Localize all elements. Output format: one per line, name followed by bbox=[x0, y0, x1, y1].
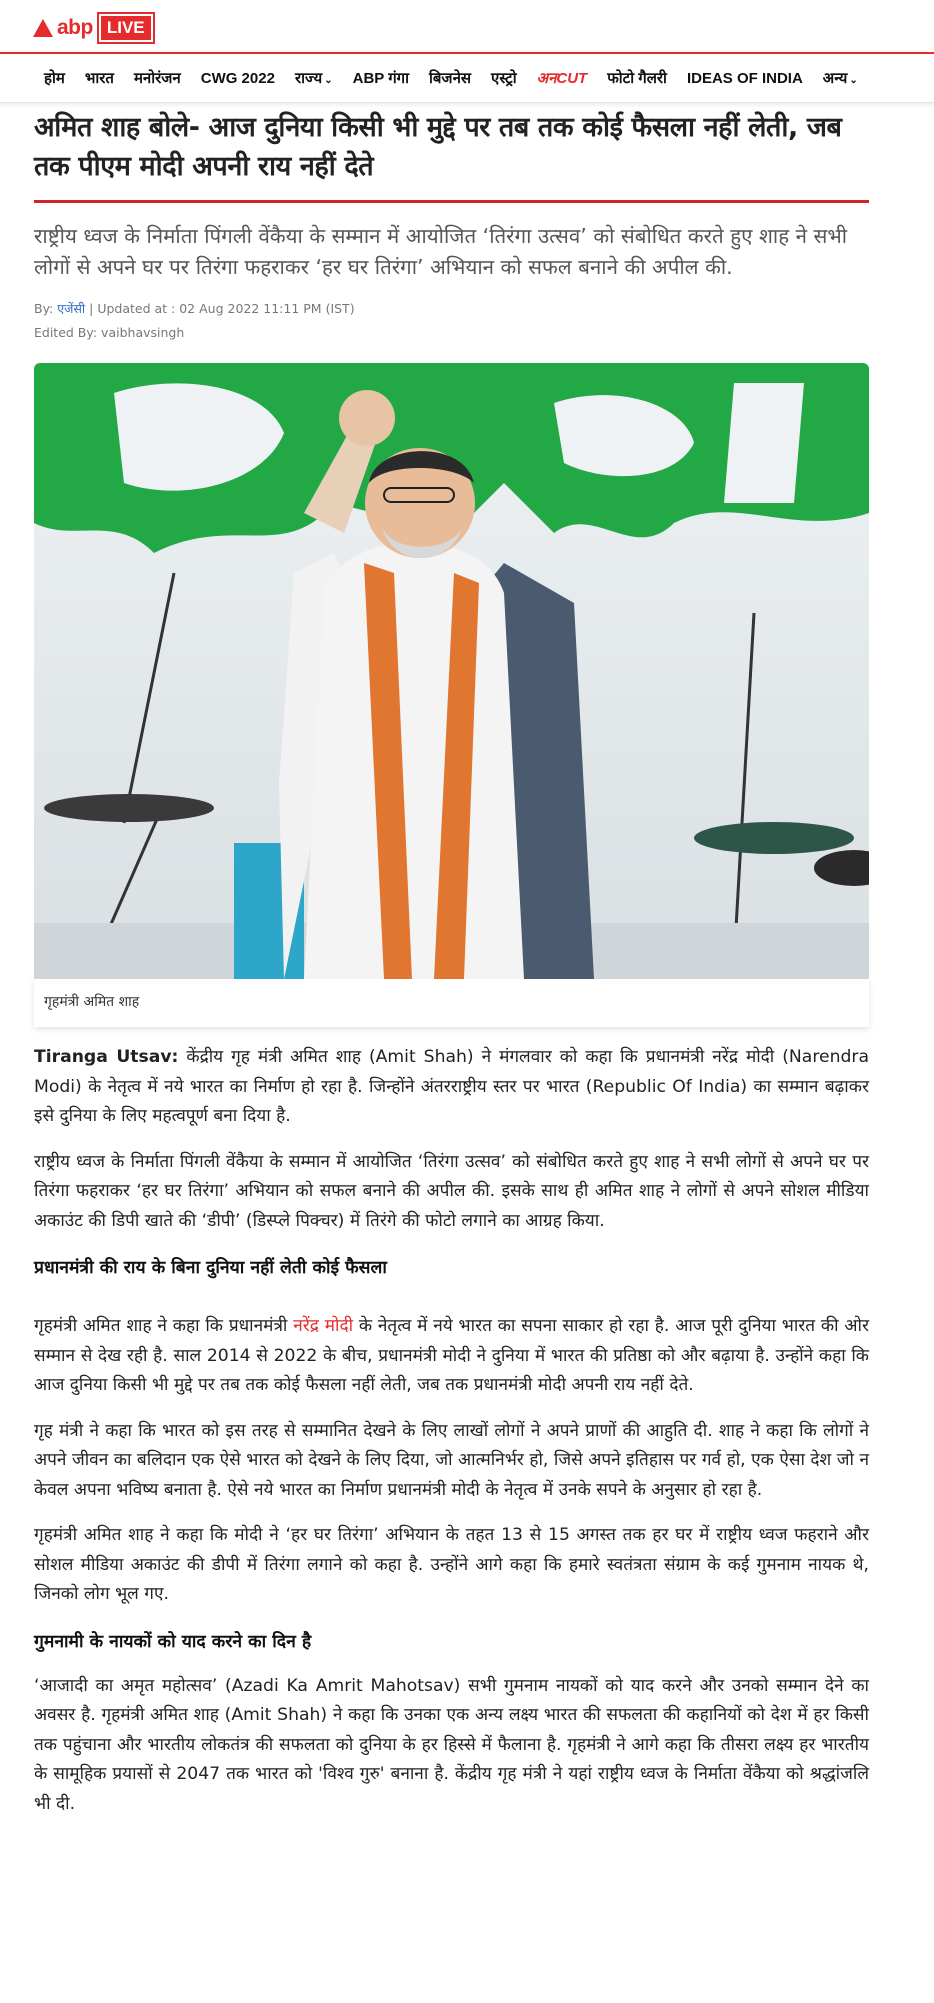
article-hero-image bbox=[34, 363, 869, 979]
nav-abp-ganga[interactable]: ABP गंगा bbox=[352, 70, 409, 87]
paragraph-lead: Tiranga Utsav: bbox=[34, 1047, 179, 1067]
main-nav bbox=[0, 54, 934, 103]
logo-abp-text: abp bbox=[57, 16, 93, 39]
byline-separator: | bbox=[89, 301, 98, 316]
nav-astro[interactable]: एस्ट्रो bbox=[491, 70, 517, 87]
paragraph-3-after: के नेतृत्व में नये भारत का सपना साकार हो रहा है. आज पूरी दुनिया भारत की ओर सम्मान से देख रही है. साल 2014 से 2022 के बीच, प्रधानमंत्री मोदी ने दुनिया में भारत की प्रतिष्ठा को और बढ़ाया है. उन्होंने कहा कि आज दुनिया किसी भी मुद्दे पर तब तक कोई फैसला नहीं लेती, जब तक प्रधानमंत्री मोदी अपनी राय नहीं देते. bbox=[34, 1316, 870, 1395]
author-line bbox=[34, 297, 869, 321]
paragraph-5: गृहमंत्री अमित शाह ने कहा कि मोदी ने ‘हर घर तिरंगा’ अभियान के तहत 13 से 15 अगस्त तक हर घर में राष्ट्रीय ध्वज फहराने और सोशल मीडिया अकाउंट की डीपी में तिरंगा लगाने को कहा है. उन्होंने आगे कहा कि हमारे स्वतंत्रता संग्राम के कई गुमनाम नायक थे, जिनको लोग भूल गए. bbox=[34, 1525, 869, 1604]
top-header bbox=[0, 0, 934, 54]
nav-cwg-2022[interactable]: CWG 2022 bbox=[200, 69, 275, 87]
subheading-2: गुमनामी के नायकों को याद करने का दिन है bbox=[34, 1631, 312, 1652]
paragraph-4: गृह मंत्री ने कहा कि भारत को इस तरह से सम्मानित देखने के लिए लाखों लोगों ने अपने प्राणों की आहुति दी. शाह ने कहा कि लोगों ने अपने जीवन का बलिदान एक ऐसे भारत को देखने के लिए दिया, जो आत्मनिर्भर हो, जिसे अपने इतिहास पर गर्व हो, एक ऐसा देश जो न केवल अपना भविष्य बनाता है. ऐसे नये भारत का निर्माण प्रधानमंत्री मोदी के नेतृत्व में उनके सपने के अनुसार हो रहा है. bbox=[34, 1420, 869, 1500]
logo-live-badge: LIVE bbox=[97, 12, 155, 44]
nav-ideas-of-india[interactable]: IDEAS OF INDIA bbox=[686, 69, 803, 87]
abp-live-logo[interactable] bbox=[33, 12, 155, 44]
subheading-1: प्रधानमंत्री की राय के बिना दुनिया नहीं लेती कोई फैसला bbox=[34, 1258, 387, 1278]
nav-home[interactable]: होम bbox=[44, 70, 65, 87]
by-label: By: bbox=[34, 301, 54, 316]
nav-anncut[interactable]: अनCUT bbox=[536, 70, 588, 87]
article-body bbox=[34, 1043, 869, 1819]
paragraph-6: ‘आजादी का अमृत महोत्सव’ (Azadi Ka Amrit Mahotsav) सभी गुमनाम नायकों को याद करने और उनको सम्मान देने का अवसर है. गृहमंत्री अमित शाह (Amit Shah) ने कहा कि उनका एक अन्य लक्ष्य भारत की सफलता की कहानियों को देश में हर किसी तक पहुंचाना और भारतीय लोकतंत्र की सफलता को दुनिया के हर हिस्से में फैलाना है. गृहमंत्री ने आगे कहा कि तीसरा लक्ष्य हर भारतीय के सामूहिक प्रयासों से 2047 तक भारत को 'विश्व गुरु' बनाना है. केंद्रीय गृह मंत्री ने यहां राष्ट्रीय ध्वज के निर्माता वेंकैया को श्रद्धांजलि भी दी. bbox=[34, 1675, 869, 1814]
paragraph-1-text: केंद्रीय गृह मंत्री अमित शाह (Amit Shah) ने मंगलवार को कहा कि प्रधानमंत्री नरेंद्र मोदी (Narendra Modi) के नेतृत्व में नये भारत का निर्माण हो रहा है. जिन्होंने अंतरराष्ट्रीय स्तर पर भारत (Republic Of India) का सम्मान बढ़ाकर इसे दुनिया के लिए महत्वपूर्ण बना दिया है. bbox=[34, 1047, 869, 1126]
nav-more-label: अन्य bbox=[822, 70, 848, 87]
article-summary: राष्ट्रीय ध्वज के निर्माता पिंगली वेंकैया के सम्मान में आयोजित ‘तिरंगा उत्सव’ को संबोधित करते हुए शाह ने सभी लोगों से अपने घर पर तिरंगा फहराकर ‘हर घर तिरंगा’ अभियान को सफल बनाने की अपील की. bbox=[34, 224, 848, 279]
nav-business[interactable]: बिजनेस bbox=[428, 70, 472, 87]
edited-by: Edited By: vaibhavsingh bbox=[34, 325, 185, 340]
author-link[interactable]: एजेंसी bbox=[57, 301, 86, 316]
chevron-down-icon: ⌄ bbox=[324, 75, 333, 86]
paragraph-3-before: गृहमंत्री अमित शाह ने कहा कि प्रधानमंत्री bbox=[34, 1316, 294, 1336]
title-divider bbox=[34, 200, 869, 203]
updated-time: Updated at : 02 Aug 2022 11:11 PM (IST) bbox=[97, 301, 355, 316]
paragraph-3 bbox=[34, 1312, 869, 1401]
nav-more[interactable] bbox=[823, 68, 858, 88]
nav-states[interactable] bbox=[295, 68, 333, 88]
narendra-modi-link[interactable]: नरेंद्र मोदी bbox=[293, 1316, 354, 1336]
nav-states-label: राज्य bbox=[294, 70, 323, 87]
amit-shah-photo bbox=[34, 363, 869, 979]
nav-photo-gallery[interactable]: फोटो गैलरी bbox=[607, 70, 667, 87]
nav-bharat[interactable]: भारत bbox=[84, 70, 114, 87]
abp-logo-icon bbox=[33, 19, 53, 37]
article-title: अमित शाह बोले- आज दुनिया किसी भी मुद्दे पर तब तक कोई फैसला नहीं लेती, जब तक पीएम मोदी अपनी राय नहीं देते bbox=[34, 112, 842, 182]
byline bbox=[34, 297, 869, 345]
chevron-down-icon: ⌄ bbox=[849, 75, 858, 86]
image-caption: गृहमंत्री अमित शाह bbox=[34, 979, 869, 1027]
article-container bbox=[34, 108, 869, 1819]
paragraph-1 bbox=[34, 1043, 869, 1132]
nav-entertainment[interactable]: मनोरंजन bbox=[133, 70, 181, 87]
paragraph-2: राष्ट्रीय ध्वज के निर्माता पिंगली वेंकैया के सम्मान में आयोजित ‘तिरंगा उत्सव’ को संबोधित करते हुए शाह ने सभी लोगों से अपने घर पर तिरंगा फहराकर ‘हर घर तिरंगा’ अभियान को सफल बनाने की अपील की. इसके साथ ही अमित शाह ने लोगों से अपने सोशल मीडिया अकाउंट की डिपी खाते की ‘डीपी’ (डिस्प्ले पिक्चर) में तिरंगे की फोटो लगाने का आग्रह किया. bbox=[34, 1151, 869, 1231]
